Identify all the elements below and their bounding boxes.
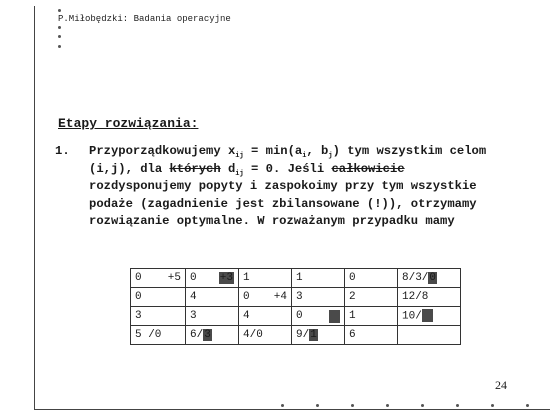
body-line-5: rozwiązanie optymalne. W rozważanym przypadku mamy xyxy=(89,214,455,228)
table-cell: 4 xyxy=(186,288,239,307)
table-row xyxy=(131,269,461,288)
table-row xyxy=(131,288,461,307)
body-line-2 xyxy=(89,161,531,179)
table-row xyxy=(131,326,461,345)
table-cell: 2 xyxy=(345,288,398,307)
cell-delta: +4 xyxy=(273,291,287,303)
decor-dot xyxy=(58,45,61,48)
decor-dot xyxy=(281,404,284,407)
table-cell xyxy=(131,269,186,288)
transport-table xyxy=(130,268,461,345)
table-cell: 5 /0 xyxy=(131,326,186,345)
table-row xyxy=(131,307,461,326)
line1-part-a: Przyporządkowujemy x xyxy=(89,144,236,158)
table-cell xyxy=(186,269,239,288)
decor-dot xyxy=(351,404,354,407)
decor-dot xyxy=(456,404,459,407)
table-cell: 12/8 xyxy=(398,288,461,307)
table-cell: 3 xyxy=(131,307,186,326)
decor-dot xyxy=(526,404,529,407)
struck-word: całkowicie xyxy=(331,161,405,176)
page-number: 24 xyxy=(495,378,507,392)
table-cell: 6 xyxy=(345,326,398,345)
list-item-body xyxy=(89,143,531,231)
highlighted-delta: +3 xyxy=(219,272,233,284)
table-cell xyxy=(186,326,239,345)
decor-dot xyxy=(386,404,389,407)
table-cell xyxy=(292,326,345,345)
table-cell: 4/0 xyxy=(239,326,292,345)
section-title xyxy=(58,116,198,131)
table-cell xyxy=(398,269,461,288)
table-cell: 1 xyxy=(239,269,292,288)
cell-value: 0 xyxy=(243,291,250,303)
table-cell: 4 xyxy=(239,307,292,326)
line1-part-d: ) tym wszystkim celom xyxy=(332,144,487,158)
decor-dot xyxy=(58,35,61,38)
subscript: j xyxy=(328,152,333,160)
cell-delta: +5 xyxy=(167,272,181,284)
body-line-4: podaże (zagadnienie jest zbilansowane (!)), otrzymamy xyxy=(89,196,477,211)
subscript: ij xyxy=(235,169,244,178)
cell-value: 10/ xyxy=(402,310,422,323)
cell-value: 8/3/ xyxy=(402,272,429,284)
shaded-mark xyxy=(422,309,433,322)
cell-value: 0 xyxy=(296,310,303,322)
section-title-text: Etapy rozwiązania xyxy=(58,116,191,131)
highlighted-value: 0 xyxy=(429,272,437,284)
table-cell: 0 xyxy=(345,269,398,288)
decor-dot xyxy=(491,404,494,407)
table-cell xyxy=(239,288,292,307)
highlighted-value: 1 xyxy=(310,329,317,341)
table-cell xyxy=(398,326,461,345)
struck-word: których xyxy=(169,161,221,176)
body-line-1 xyxy=(89,143,531,161)
line2-part-b: d xyxy=(220,161,236,176)
page-header: P.Miłobędzki: Badania operacyjne xyxy=(58,14,231,24)
cell-value: 6/ xyxy=(190,329,204,341)
subscript: ij xyxy=(235,152,244,160)
decor-dot xyxy=(58,9,61,12)
table-cell: 1 xyxy=(345,307,398,326)
table-cell: 1 xyxy=(292,269,345,288)
list-item-number: 1. xyxy=(55,144,70,158)
decor-dot xyxy=(421,404,424,407)
decor-dot xyxy=(58,26,61,29)
cell-value: 0 xyxy=(135,272,142,284)
table-cell: 0 xyxy=(131,288,186,307)
cell-value: 9/ xyxy=(296,329,310,341)
section-title-colon: : xyxy=(190,116,199,131)
table-cell xyxy=(398,307,461,326)
line1-part-c: , b xyxy=(306,144,329,158)
line2-part-a: (i,j), dla xyxy=(89,161,170,176)
body-line-3: rozdysponujemy popyty i zaspokoimy przy tym wszystkie xyxy=(89,179,477,193)
decor-dot xyxy=(316,404,319,407)
table-cell: 3 xyxy=(292,288,345,307)
line2-part-c: = 0. Jeśli xyxy=(243,161,332,176)
table-cell: 3 xyxy=(186,307,239,326)
subscript: i xyxy=(302,152,307,160)
line1-part-b: = min(a xyxy=(243,144,303,158)
highlighted-value: 3 xyxy=(204,329,211,341)
cell-value: 0 xyxy=(190,272,197,284)
table-cell xyxy=(292,307,345,326)
shaded-mark xyxy=(329,310,340,323)
